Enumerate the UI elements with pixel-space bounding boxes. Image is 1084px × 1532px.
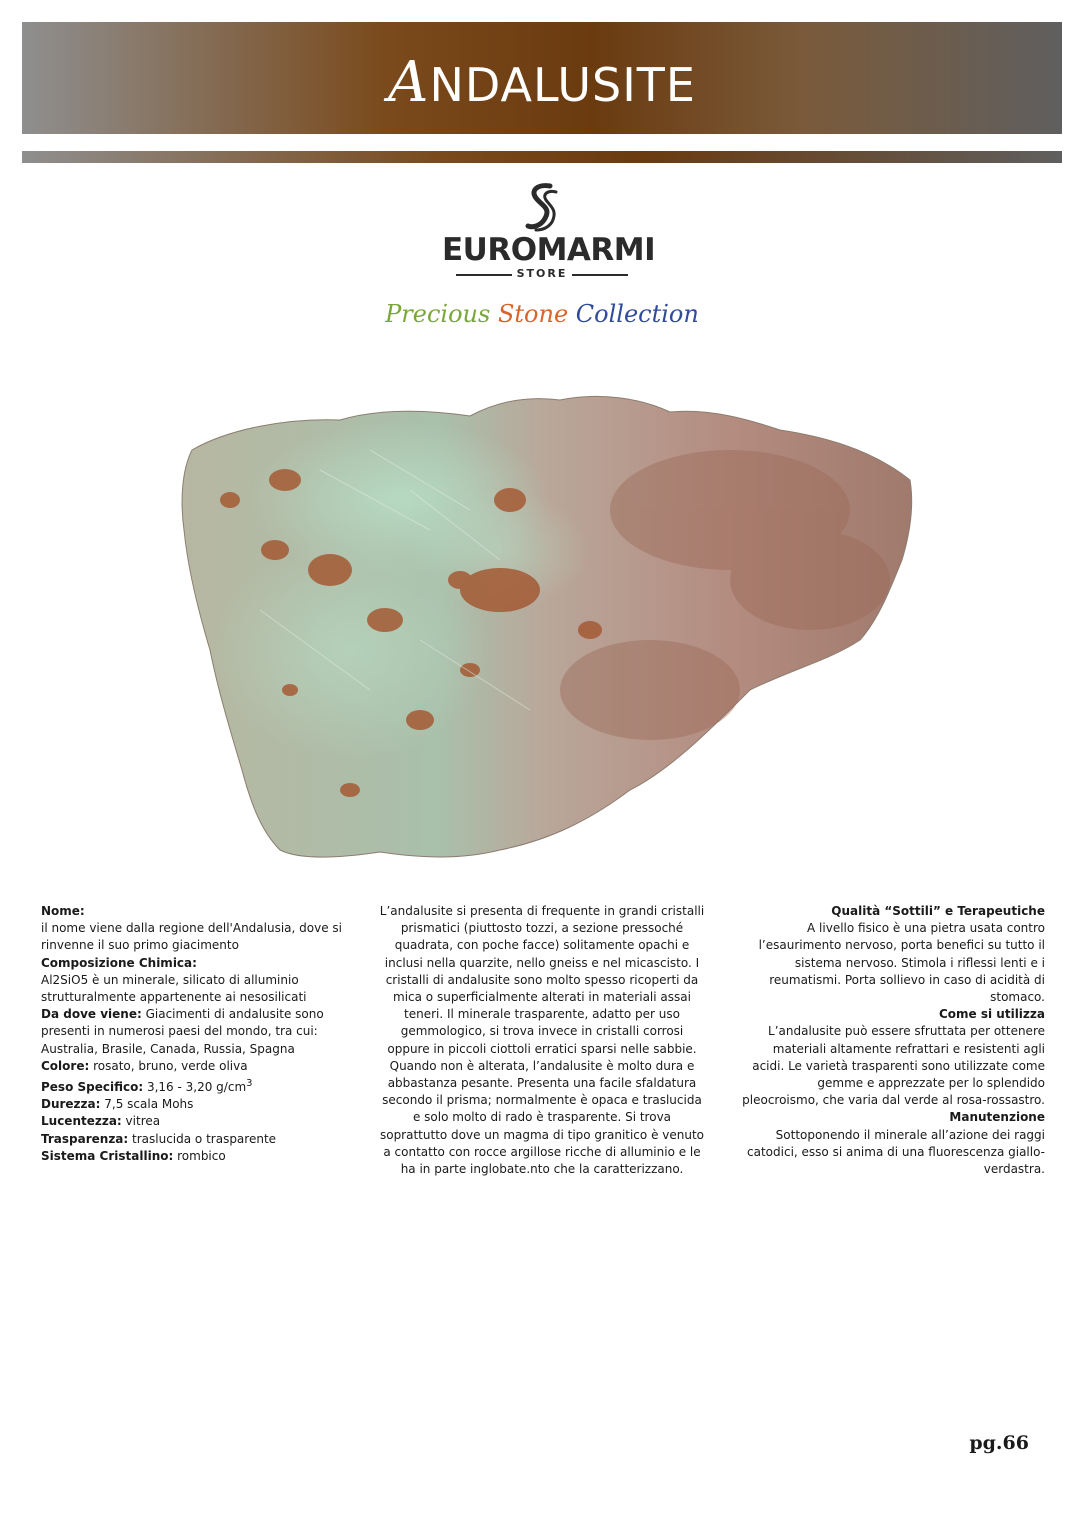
tagline-word-stone: Stone	[497, 300, 569, 328]
qualita-heading: Qualità “Sottili” e Terapeutiche	[831, 904, 1045, 918]
uso-heading: Come si utilizza	[939, 1007, 1045, 1022]
manutenzione-heading: Manutenzione	[949, 1110, 1045, 1125]
sistema-label: Sistema Cristallino:	[41, 1148, 174, 1163]
tagline-word-precious: Precious	[385, 300, 491, 328]
title-banner	[22, 22, 1062, 134]
logo-store: STORE	[516, 267, 568, 280]
qualita-text: A livello fisico è una pietra usata contro l’esaurimento nervoso, porta benefici su tutto il sistema nervoso. Stimola i riflessi lenti e i reumatismi. Porta sollievo in caso di acidità di stomaco.	[758, 921, 1045, 1005]
colore-label: Colore:	[41, 1058, 90, 1073]
euromarmi-logo	[442, 182, 656, 292]
colore-text: rosato, bruno, verde oliva	[89, 1058, 248, 1073]
manutenzione-text: Sottoponendo il minerale all’azione dei raggi catodici, esso si anima di una fluorescenza giallo-verdastra.	[747, 1127, 1045, 1177]
sistema-text: rombico	[173, 1148, 226, 1163]
logo-tagline	[370, 300, 714, 328]
colore-row	[41, 1058, 361, 1075]
durezza-label: Durezza:	[41, 1097, 101, 1112]
header-rule	[22, 151, 1062, 163]
page-title-rest: NDALUSITE	[429, 58, 696, 112]
logo-name: EUROMARMI	[442, 232, 656, 268]
logo-store-line-right	[572, 274, 628, 276]
peso-superscript: 3	[246, 1078, 253, 1090]
peso-text: 3,16 - 3,20 g/cm	[143, 1080, 247, 1095]
properties-column	[41, 903, 361, 1165]
provenienza-text: Giacimenti di andalusite sono presenti in numerosi paesi del mondo, tra cui: Australia, Brasile, Canada, Russia, Spagna	[41, 1007, 324, 1056]
page-title	[22, 50, 1062, 115]
provenienza-label: Da dove viene:	[41, 1007, 142, 1022]
trasparenza-text: traslucida o trasparente	[128, 1131, 277, 1146]
andalusite-stone-image	[170, 390, 920, 865]
nome-text: il nome viene dalla regione dell'Andalusia, dove si rinvenne il suo primo giacimento	[41, 921, 342, 953]
page-title-initial: A	[388, 50, 430, 115]
peso-label: Peso Specifico:	[41, 1080, 144, 1095]
trasparenza-label: Trasparenza:	[41, 1131, 129, 1146]
tagline-word-collection: Collection	[575, 300, 699, 328]
page-number: pg.66	[969, 1432, 1029, 1454]
lucentezza-text: vitrea	[121, 1114, 161, 1129]
lucentezza-row	[41, 1113, 361, 1130]
durezza-row	[41, 1096, 361, 1113]
trasparenza-row	[41, 1131, 361, 1148]
properties-therapy-column	[742, 903, 1045, 1178]
provenienza-row	[41, 1006, 361, 1058]
composizione-text: Al2SiO5 è un minerale, silicato di alluminio strutturalmente appartenente ai nesosilicati	[41, 972, 307, 1005]
description-column	[378, 903, 706, 1178]
lucentezza-label: Lucentezza:	[41, 1114, 122, 1129]
uso-text: L’andalusite può essere sfruttata per ottenere materiali altamente refrattari e resistenti agli acidi. Le varietà trasparenti sono utilizzate come gemme e apprezzate per lo splendido pleocroismo, che varia dal verde al rosa-rossastro.	[742, 1024, 1045, 1108]
euromarmi-s-icon	[520, 182, 564, 234]
composizione-label: Composizione Chimica:	[41, 955, 197, 970]
durezza-text: 7,5 scala Mohs	[100, 1097, 194, 1112]
sistema-row	[41, 1148, 361, 1165]
nome-label: Nome:	[41, 904, 85, 918]
description-text: L’andalusite si presenta di frequente in grandi cristalli prismatici (piuttosto tozzi, a sezione pressoché quadrata, con poche facce) solitamente opachi e inclusi nella quarzite, nello gneiss e nel micascisto. I cristalli di andalusite sono molto spesso ricoperti da mica o superficialmente alterati in materiali assai teneri. Il minerale trasparente, adatto per uso gemmologico, si trova invece in cristalli corrosi oppure in piccoli ciottoli erratici sparsi nelle sabbie. Quando non è alterata, l’andalusite è molto dura e abbastanza pesante. Presenta una facile sfaldatura secondo il prisma; normalmente è opaca e traslucida e solo molto di rado è trasparente. Si trova soprattutto dove un magma di tipo granitico è venuto a contatto con rocce argillose ricche di alluminio e le ha in parte inglobate.nto che la caratterizzano.	[379, 904, 705, 1177]
peso-row	[41, 1075, 361, 1096]
